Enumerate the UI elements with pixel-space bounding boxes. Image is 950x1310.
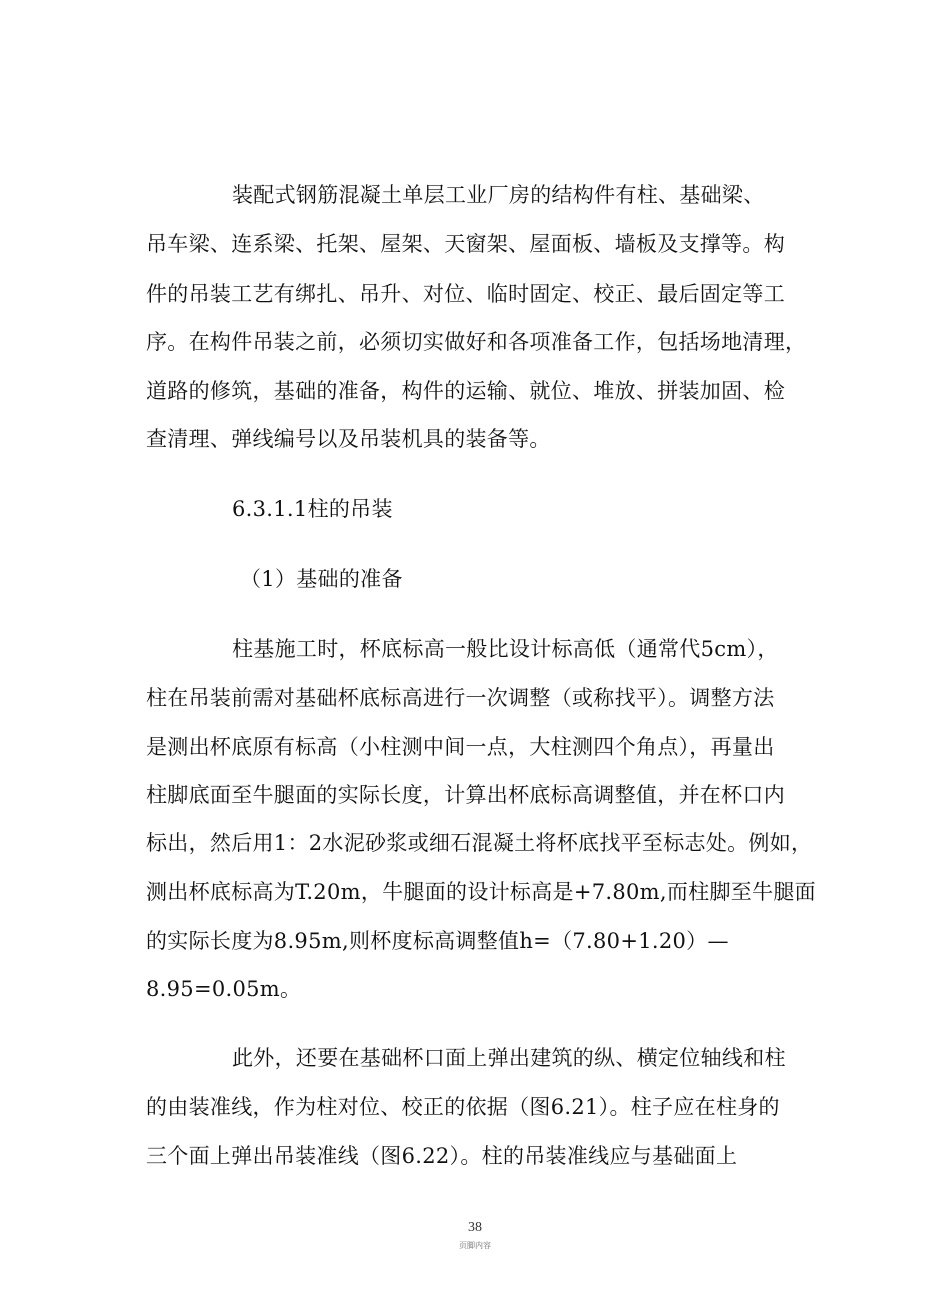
paragraph-2-line-6: 测出杯底标高为T.20m，牛腿面的设计标高是+7.80m,而柱脚至牛腿面 [146, 880, 816, 904]
paragraph-2-line-5: 标出，然后用1：2水泥砂浆或细石混凝土将杯底找平至标志处。例如， [146, 831, 813, 855]
paragraph-2-line-3: 是测出杯底原有标高（小柱测中间一点，大柱测四个角点），再量出 [146, 735, 775, 759]
paragraph-2-line-2: 柱在吊装前需对基础杯底标高进行一次调整（或称找平）。调整方法 [146, 686, 775, 710]
section-heading: 6.3.1.1柱的吊装 [232, 497, 393, 521]
paragraph-3-line-3: 三个面上弹出吊装准线（图6.22）。柱的吊装准线应与基础面上 [146, 1144, 738, 1168]
paragraph-2-line-8: 8.95=0.05m。 [146, 977, 302, 1001]
paragraph-1-line-5: 道路的修筑，基础的准备，构件的运输、就位、堆放、拼装加固、检 [146, 379, 785, 403]
paragraph-1-line-3: 件的吊装工艺有绑扎、吊升、对位、临时固定、校正、最后固定等工 [146, 282, 785, 306]
paragraph-1-line-2: 吊车梁、连系梁、托架、屋架、天窗架、屋面板、墙板及支撑等。构 [146, 232, 785, 256]
page-number: 38 [468, 1220, 482, 1235]
paragraph-2-line-4: 柱脚底面至牛腿面的实际长度，计算出杯底标高调整值，并在杯口内 [146, 783, 785, 807]
paragraph-3-line-2: 的由装准线，作为柱对位、校正的依据（图6.21）。柱子应在柱身的 [146, 1095, 780, 1119]
paragraph-1-line-1: 装配式钢筋混凝土单层工业厂房的结构件有柱、基础梁、 [232, 183, 765, 207]
paragraph-2-line-1: 柱基施工时，杯底标高一般比设计标高低（通常代5cm）， [232, 637, 779, 661]
paragraph-2-line-7: 的实际长度为8.95m,则杯度标高调整值h=（7.80+1.20）— [146, 929, 729, 953]
paragraph-1-line-4: 序。在构件吊装之前，必须切实做好和各项准备工作，包括场地清理， [146, 330, 807, 354]
paragraph-1-line-6: 查清理、弹线编号以及吊装机具的装备等。 [146, 427, 551, 451]
paragraph-3-line-1: 此外，还要在基础杯口面上弹出建筑的纵、横定位轴线和柱 [232, 1046, 786, 1070]
subsection-heading: （1）基础的准备 [240, 567, 403, 591]
footer-label: 页脚内容 [459, 1241, 491, 1250]
